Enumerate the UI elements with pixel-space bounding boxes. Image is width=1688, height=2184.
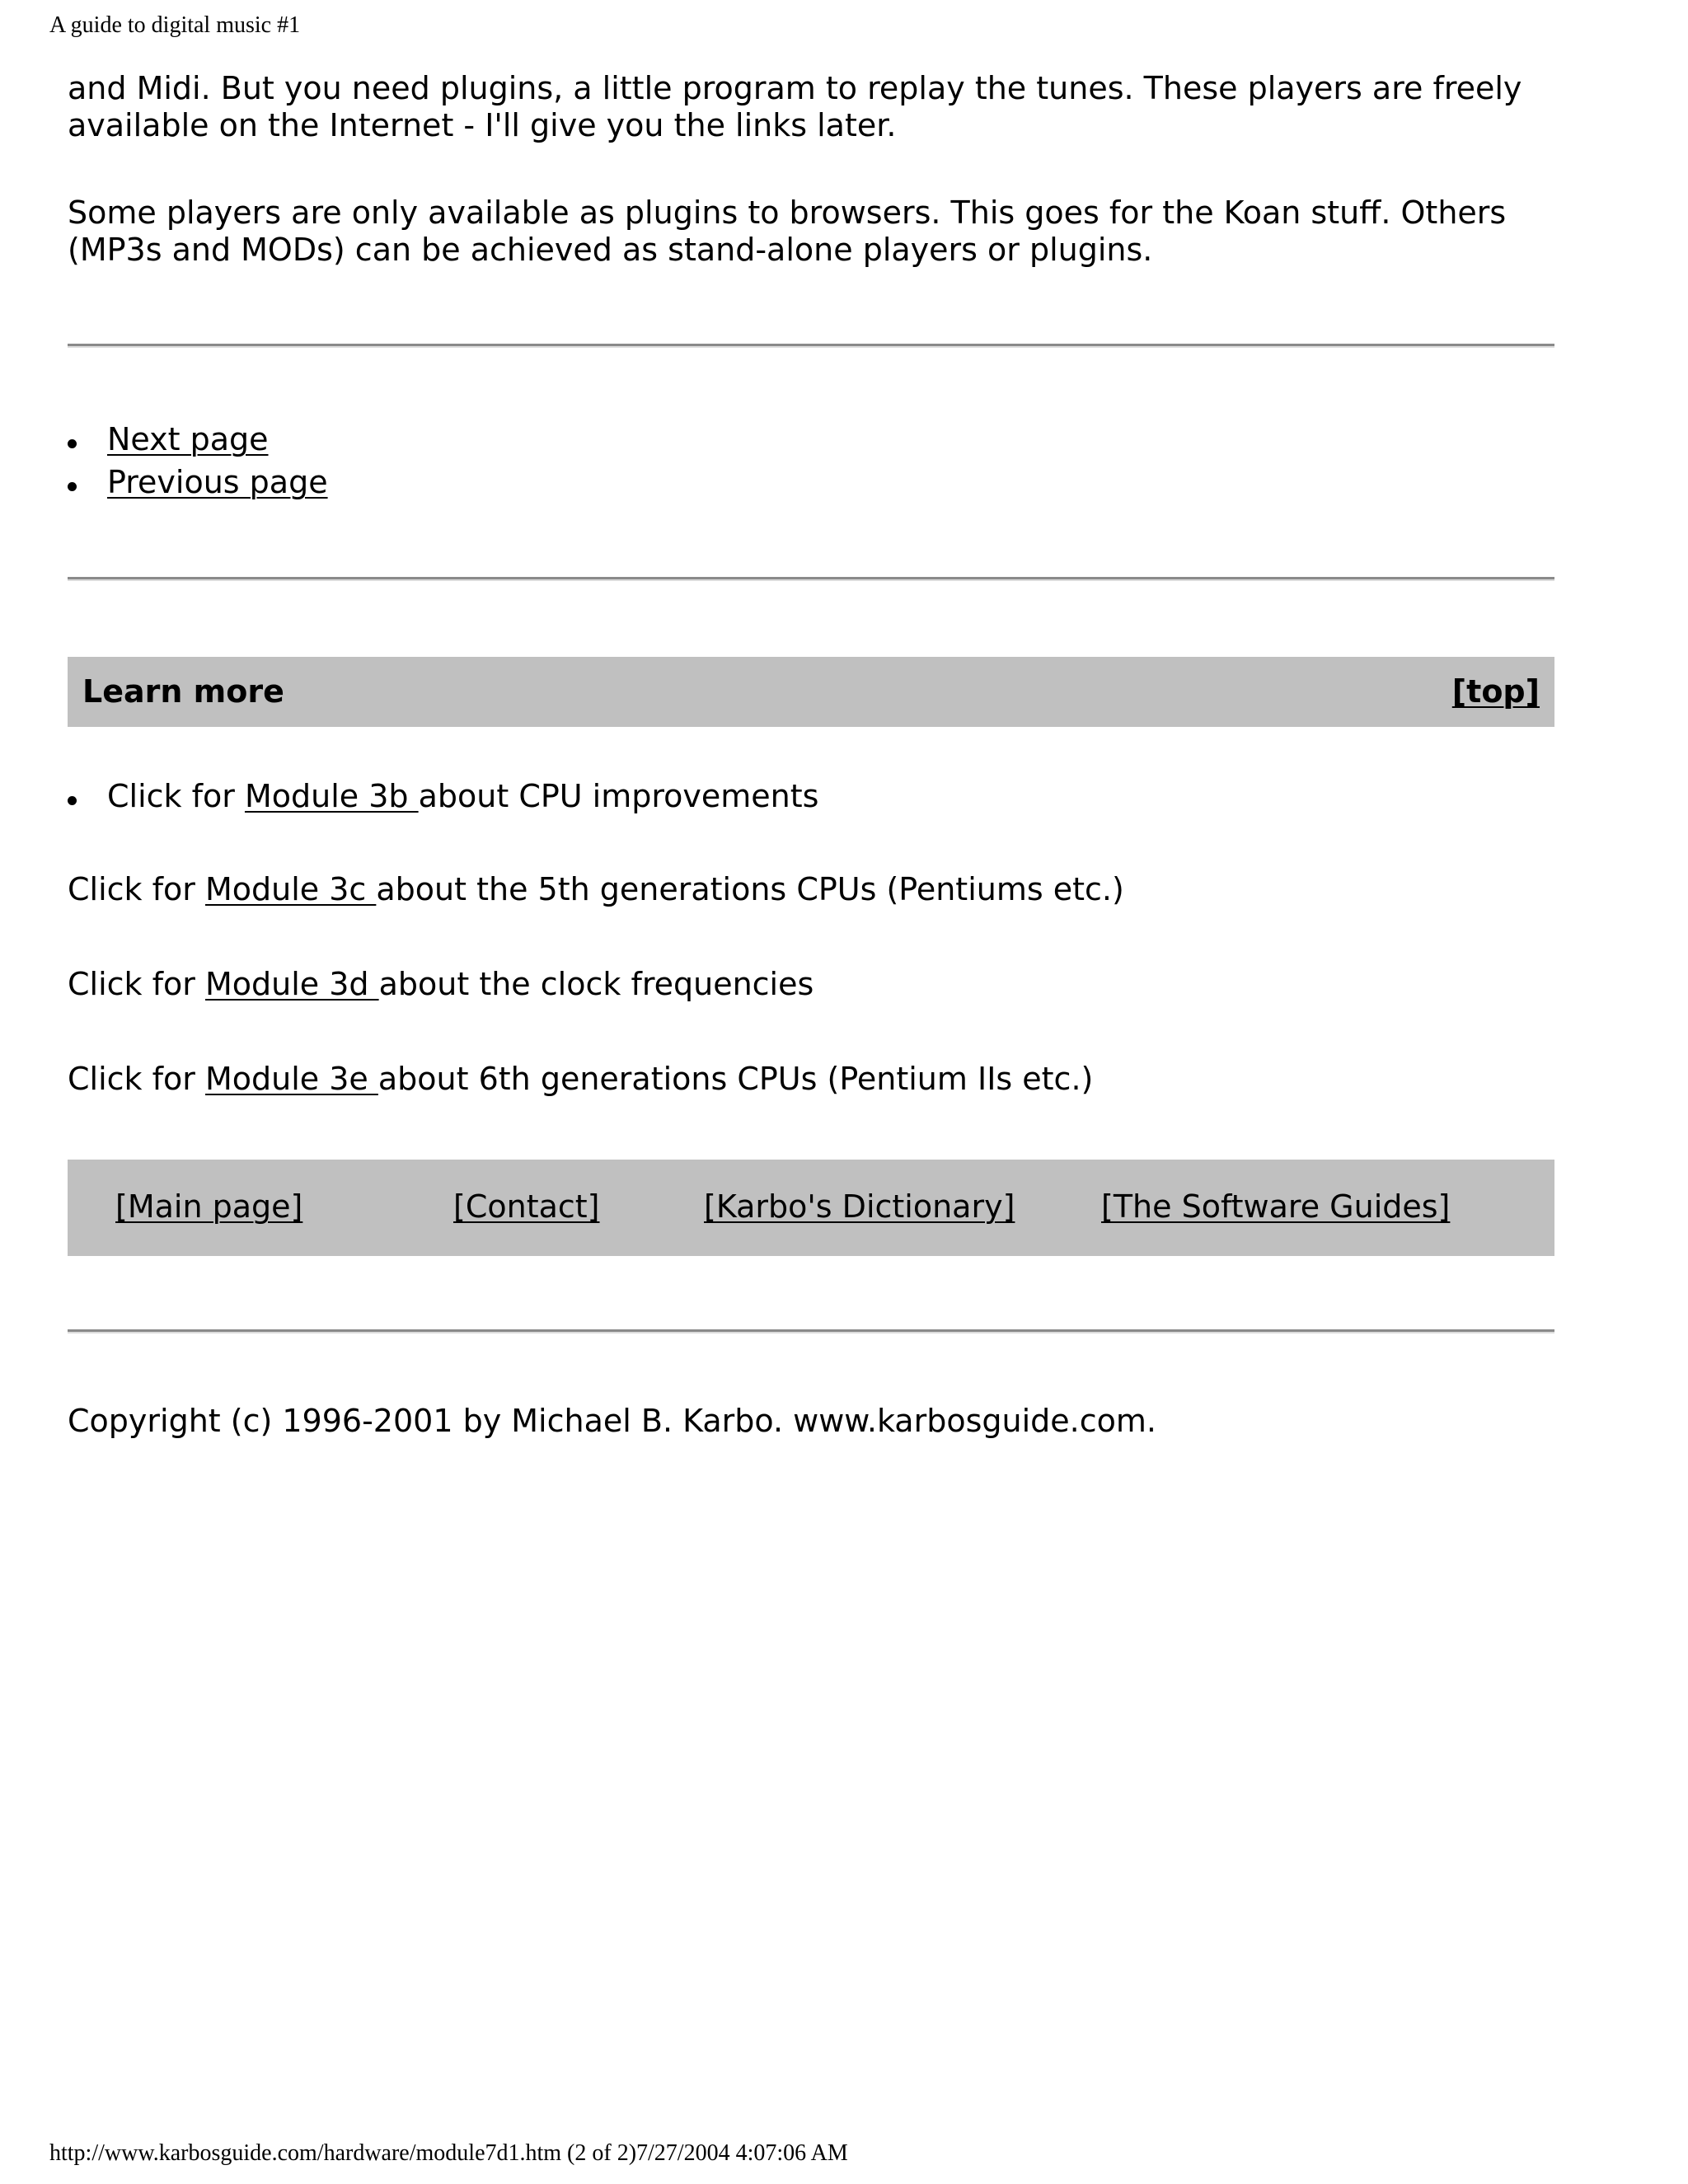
intro-paragraph-2 bbox=[68, 194, 1554, 269]
intro-paragraph-2-line-1: Some players are only available as plugins to browsers. This goes for the Koan stuff. Others bbox=[68, 194, 1507, 231]
print-header-title: A guide to digital music #1 bbox=[49, 12, 301, 38]
learn-more-line-module-3d bbox=[68, 966, 1554, 1003]
bullet-icon bbox=[68, 439, 77, 448]
learn-more-prefix: Click for bbox=[68, 871, 205, 907]
learn-more-list bbox=[68, 775, 818, 818]
learn-more-prefix: Click for bbox=[68, 1061, 205, 1097]
top-link[interactable]: [top] bbox=[1451, 673, 1540, 710]
learn-more-suffix: about the 5th generations CPUs (Pentiums etc.) bbox=[376, 871, 1124, 907]
page-nav-list bbox=[68, 418, 328, 504]
learn-more-header bbox=[68, 657, 1554, 727]
learn-more-suffix: about the clock frequencies bbox=[378, 966, 814, 1002]
software-guides-link[interactable]: [The Software Guides] bbox=[1101, 1188, 1451, 1225]
module-3d-link[interactable]: Module 3d bbox=[204, 966, 379, 1002]
previous-page-link[interactable]: Previous page bbox=[107, 464, 328, 500]
learn-more-line-module-3c bbox=[68, 871, 1554, 908]
next-page-link[interactable]: Next page bbox=[107, 421, 269, 457]
learn-more-prefix: Click for bbox=[68, 966, 205, 1002]
module-3c-link[interactable]: Module 3c bbox=[204, 871, 377, 907]
horizontal-rule bbox=[68, 344, 1554, 348]
learn-more-suffix: about CPU improvements bbox=[418, 778, 819, 814]
bullet-icon bbox=[68, 796, 77, 805]
intro-paragraph-1-line-1: and Midi. But you need plugins, a little program to replay the tunes. These players are freely bbox=[68, 70, 1522, 106]
learn-more-title: Learn more bbox=[82, 673, 284, 710]
list-item bbox=[68, 775, 818, 818]
dictionary-link[interactable]: [Karbo's Dictionary] bbox=[704, 1188, 1015, 1225]
list-item bbox=[68, 418, 328, 461]
list-item bbox=[68, 461, 328, 504]
bullet-icon bbox=[68, 482, 77, 491]
intro-paragraph-2-line-2: (MP3s and MODs) can be achieved as stand-alone players or plugins. bbox=[68, 232, 1153, 268]
horizontal-rule bbox=[68, 1329, 1554, 1333]
learn-more-prefix: Click for bbox=[107, 778, 245, 814]
learn-more-suffix: about 6th generations CPUs (Pentium IIs etc.) bbox=[377, 1061, 1094, 1097]
footer-nav-bar bbox=[68, 1160, 1554, 1256]
main-page-link[interactable]: [Main page] bbox=[115, 1188, 303, 1225]
module-3e-link[interactable]: Module 3e bbox=[204, 1061, 378, 1097]
intro-paragraph-1 bbox=[68, 70, 1554, 144]
print-footer-url: http://www.karbosguide.com/hardware/module7d1.htm (2 of 2)7/27/2004 4:07:06 AM bbox=[49, 2140, 848, 2166]
contact-link[interactable]: [Contact] bbox=[453, 1188, 600, 1225]
intro-paragraph-1-line-2: available on the Internet - I'll give you the links later. bbox=[68, 107, 897, 143]
horizontal-rule bbox=[68, 577, 1554, 581]
learn-more-line-module-3e bbox=[68, 1061, 1554, 1098]
copyright-text: Copyright (c) 1996-2001 by Michael B. Karbo. www.karbosguide.com. bbox=[68, 1403, 1156, 1439]
module-3b-link[interactable]: Module 3b bbox=[244, 778, 419, 814]
